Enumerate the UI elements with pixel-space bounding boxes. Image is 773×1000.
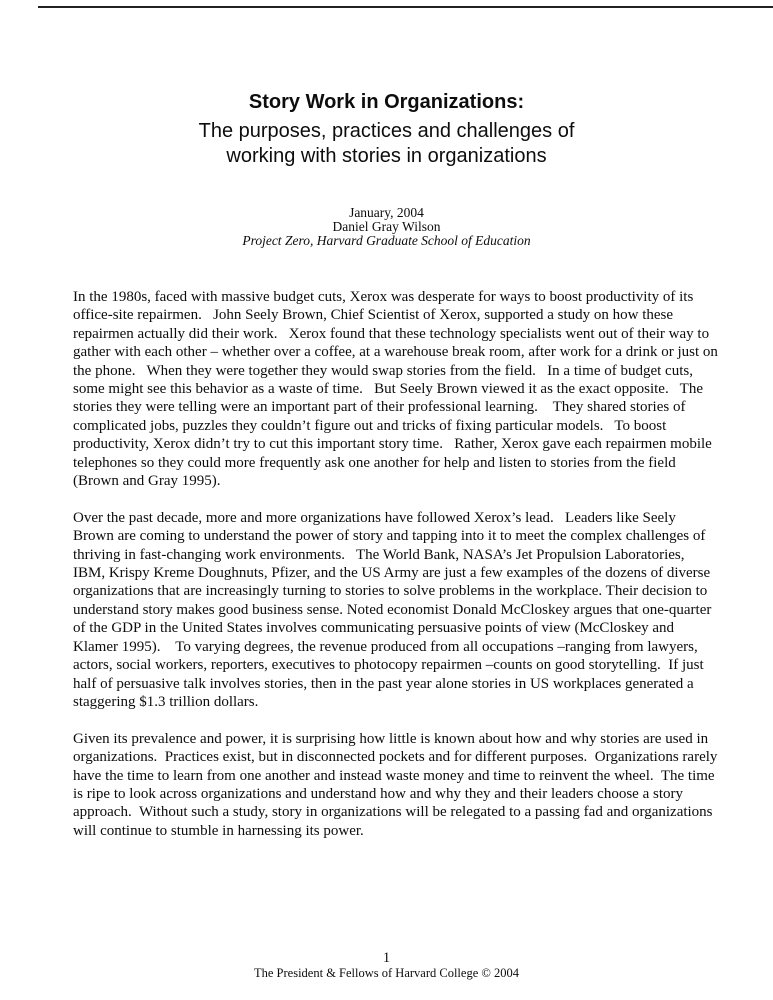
body-paragraph-3: Given its prevalence and power, it is surprising how little is known about how and why stories are used in organizations. Practices exist, but in disconnected pockets and for different purposes. Organizations rarely have the time to learn from one another and instead waste money and time to reinvent the wheel. The time is ripe to look across organizations and understand how and why they and their leaders choose a story approach. Without such a study, story in organizations will be relegated to a passing fad and organizations will continue to stumble in harnessing its power. (73, 730, 722, 839)
subtitle-line-1: The purposes, practices and challenges of (198, 120, 575, 142)
byline-block (73, 206, 700, 248)
subtitle-line-2: working with stories in organizations (226, 145, 547, 167)
copyright-notice: The President & Fellows of Harvard College © 2004 (253, 966, 519, 980)
page-number: 1 (382, 950, 391, 966)
publication-date: January, 2004 (349, 205, 424, 220)
document-subtitle (73, 119, 700, 169)
scan-artifact-line (38, 6, 773, 8)
page-footer (0, 950, 773, 980)
body-paragraph-2: Over the past decade, more and more organizations have followed Xerox’s lead. Leaders like Seely Brown are coming to understand the power of story and tapping into it to meet the complex challenges of thriving in fast-changing work environments. The World Bank, NASA’s Jet Propulsion Laboratories, IBM, Krispy Kreme Doughnuts, Pfizer, and the US Army are just a few examples of the dozens of diverse organizations that are increasingly turning to stories to solve problems in the workplace. Their decision to understand story makes good business sense. Noted economist Donald McCloskey argues that one-quarter of the GDP in the United States involves communicating persuasive points of view (McCloskey and Klamer 1995). To varying degrees, the revenue produced from all occupations –ranging from lawyers, actors, social workers, reporters, executives to photocopy repairmen –counts on good storytelling. If just half of persuasive talk involves stories, then in the past year alone stories in US workplaces generated a staggering $1.3 trillion dollars. (73, 509, 716, 710)
document-body (73, 288, 722, 859)
document-title: Story Work in Organizations: (248, 91, 525, 113)
author-name: Daniel Gray Wilson (332, 219, 441, 234)
author-affiliation: Project Zero, Harvard Graduate School of Education (242, 233, 531, 248)
body-paragraph-1: In the 1980s, faced with massive budget cuts, Xerox was desperate for ways to boost productivity of its office-site repairmen. John Seely Brown, Chief Scientist of Xerox, supported a study on how these repairmen actually did their work. Xerox found that these technology specialists went out of their way to gather with each other – whether over a coffee, at a warehouse break room, after work for a drink or just on the phone. When they were together they would swap stories from the field. In a time of budget cuts, some might see this behavior as a waste of time. But Seely Brown viewed it as the exact opposite. The stories they were telling were an important part of their professional learning. They shared stories of complicated jobs, puzzles they couldn’t figure out and tricks of fixing particular models. To boost productivity, Xerox didn’t try to cut this important story time. Rather, Xerox gave each repairmen mobile telephones so they could more frequently ask one another for help and listen to stories from the field (Brown and Gray 1995). (73, 289, 722, 490)
